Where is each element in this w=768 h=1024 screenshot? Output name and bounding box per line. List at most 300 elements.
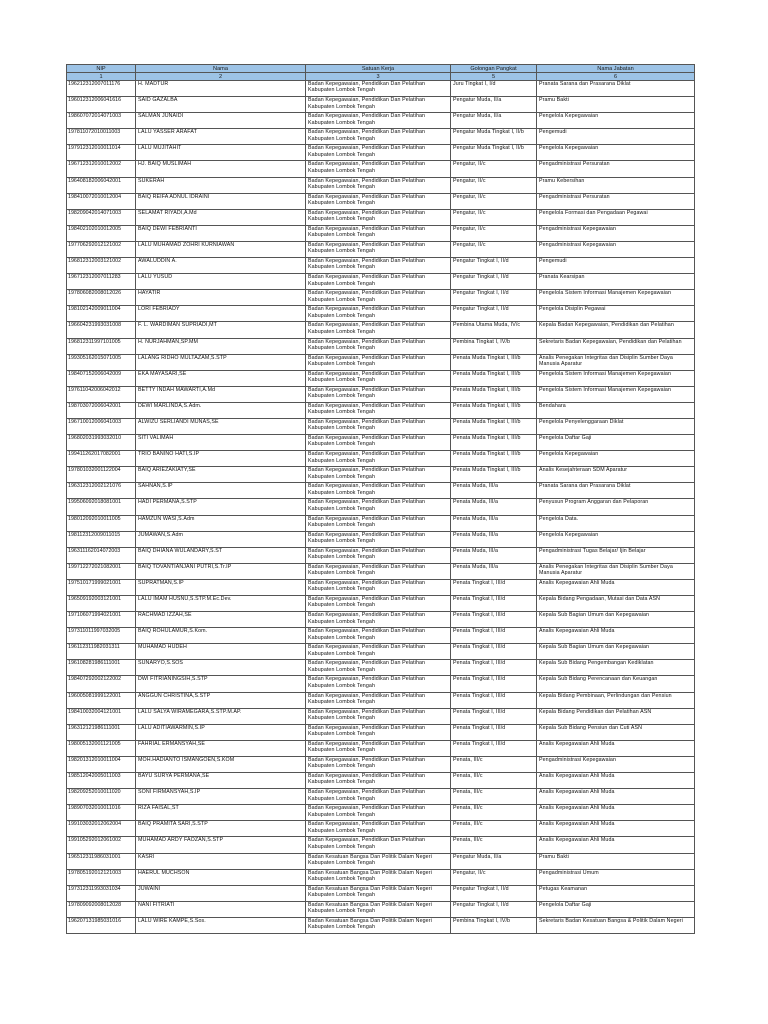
jabatan-cell: Pramu Bakti bbox=[537, 97, 695, 113]
nama-cell: SAHNAN,S.IP bbox=[136, 483, 306, 499]
nip-cell: 196812312003121002 bbox=[67, 258, 136, 274]
jabatan-cell: Pengadministrasi Kepegawaian bbox=[537, 225, 695, 241]
nip-cell: 197106071994021001 bbox=[67, 612, 136, 628]
table-row bbox=[67, 740, 695, 756]
header-satuan-kerja: Satuan Kerja bbox=[306, 65, 451, 73]
jabatan-cell: Analis Kepegawaian Ahli Muda bbox=[537, 789, 695, 805]
satuan-kerja-cell: Badan Kepegawaian, Pendidikan Dan Pelatihan Kabupaten Lombok Tengah bbox=[306, 418, 451, 434]
nip-cell: 196712312007011283 bbox=[67, 274, 136, 290]
golongan-cell: Pembina Utama Muda, IV/c bbox=[451, 322, 537, 338]
nama-cell: LALU YUSUD bbox=[136, 274, 306, 290]
satuan-kerja-cell: Badan Kepegawaian, Pendidikan Dan Pelatihan Kabupaten Lombok Tengah bbox=[306, 467, 451, 483]
jabatan-cell: Pengelola Data. bbox=[537, 515, 695, 531]
nama-cell: MUHAMAD HUDEH bbox=[136, 644, 306, 660]
nama-cell: BAIQ DEWI FEBRIANTI bbox=[136, 225, 306, 241]
table-row bbox=[67, 161, 695, 177]
nip-cell: 197312311993031034 bbox=[67, 885, 136, 901]
jabatan-cell: Pranata Sarana dan Prasarana Diklat bbox=[537, 483, 695, 499]
jabatan-cell: Pengelola Sistem Informasi Manajemen Kepegawaian bbox=[537, 386, 695, 402]
nama-cell: SALMAN JUNAIDI bbox=[136, 113, 306, 129]
nama-cell: HAYATIR bbox=[136, 290, 306, 306]
nama-cell: BAIQ PRAMITA SARI,S.STP bbox=[136, 821, 306, 837]
golongan-cell: Penata Tingkat I, III/d bbox=[451, 708, 537, 724]
header-nip: NIP bbox=[67, 65, 136, 73]
nama-cell: AWALUDDIN A. bbox=[136, 258, 306, 274]
nama-cell: DWI FITRIANINGSIH,S.STP bbox=[136, 676, 306, 692]
satuan-kerja-cell: Badan Kepegawaian, Pendidikan Dan Pelatihan Kabupaten Lombok Tengah bbox=[306, 258, 451, 274]
table-row bbox=[67, 386, 695, 402]
table-row bbox=[67, 338, 695, 354]
jabatan-cell: Analis Kesejahteraan SDM Aparatur bbox=[537, 467, 695, 483]
nama-cell: SELAMAT RIYADI,A.Md bbox=[136, 209, 306, 225]
nip-cell: 197809092008012028 bbox=[67, 901, 136, 917]
jabatan-cell: Sekretaris Badan Kesatuan Bangsa & Politik Dalam Negeri bbox=[537, 917, 695, 933]
golongan-cell: Pengatur Muda, II/a bbox=[451, 113, 537, 129]
satuan-kerja-cell: Badan Kepegawaian, Pendidikan Dan Pelatihan Kabupaten Lombok Tengah bbox=[306, 773, 451, 789]
nip-cell: 198410032004121001 bbox=[67, 708, 136, 724]
table-row bbox=[67, 322, 695, 338]
nip-cell: 198607072014071003 bbox=[67, 113, 136, 129]
nama-cell: HADI PERMANA,S.STP bbox=[136, 499, 306, 515]
nip-cell: 197811072010011003 bbox=[67, 129, 136, 145]
table-row bbox=[67, 612, 695, 628]
nip-cell: 196012312006041616 bbox=[67, 97, 136, 113]
nama-cell: SONI FIRMANSYAH,S.IP bbox=[136, 789, 306, 805]
golongan-cell: Penata Muda Tingkat I, III/b bbox=[451, 451, 537, 467]
jabatan-cell: Pengelola Disiplin Pegawai bbox=[537, 306, 695, 322]
nip-cell: 197706292012121002 bbox=[67, 241, 136, 257]
jabatan-cell: Pengelola Penyelenggaraan Diklat bbox=[537, 418, 695, 434]
golongan-cell: Pengatur Tingkat I, II/d bbox=[451, 258, 537, 274]
satuan-kerja-cell: Badan Kepegawaian, Pendidikan Dan Pelatihan Kabupaten Lombok Tengah bbox=[306, 113, 451, 129]
golongan-cell: Penata, III/c bbox=[451, 805, 537, 821]
nama-cell: SAID GAZALBA bbox=[136, 97, 306, 113]
nama-cell: LALU MUJITAHIT bbox=[136, 145, 306, 161]
table-row bbox=[67, 644, 695, 660]
nip-cell: 198512042005011003 bbox=[67, 773, 136, 789]
nama-cell: SITI VALIMAH bbox=[136, 435, 306, 451]
table-row bbox=[67, 483, 695, 499]
satuan-kerja-cell: Badan Kesatuan Bangsa Dan Politik Dalam Negeri Kabupaten Lombok Tengah bbox=[306, 901, 451, 917]
nip-cell: 196512311986031001 bbox=[67, 853, 136, 869]
golongan-cell: Penata, III/c bbox=[451, 821, 537, 837]
table-row bbox=[67, 821, 695, 837]
header-number: 5 bbox=[451, 73, 537, 81]
nip-cell: 197311011997032005 bbox=[67, 628, 136, 644]
jabatan-cell: Pengadministrasi Persuratan bbox=[537, 193, 695, 209]
jabatan-cell: Pengelola Kepegawaian bbox=[537, 531, 695, 547]
table-row bbox=[67, 773, 695, 789]
nama-cell: H. MADTUR bbox=[136, 81, 306, 97]
satuan-kerja-cell: Badan Kepegawaian, Pendidikan Dan Pelatihan Kabupaten Lombok Tengah bbox=[306, 370, 451, 386]
satuan-kerja-cell: Badan Kepegawaian, Pendidikan Dan Pelatihan Kabupaten Lombok Tengah bbox=[306, 692, 451, 708]
satuan-kerja-cell: Badan Kepegawaian, Pendidikan Dan Pelatihan Kabupaten Lombok Tengah bbox=[306, 402, 451, 418]
jabatan-cell: Kepala Bidang Pengadaan, Mutasi dan Data ASN bbox=[537, 596, 695, 612]
nip-cell: 196212312007011176 bbox=[67, 81, 136, 97]
jabatan-cell: Pengelola Sistem Informasi Manajemen Kepegawaian bbox=[537, 290, 695, 306]
jabatan-cell: Pengadministrasi Kepegawaian bbox=[537, 756, 695, 772]
table-row bbox=[67, 547, 695, 563]
golongan-cell: Penata Muda, III/a bbox=[451, 531, 537, 547]
table-row bbox=[67, 225, 695, 241]
table-row bbox=[67, 724, 695, 740]
golongan-cell: Pembina Tingkat I, IV/b bbox=[451, 338, 537, 354]
golongan-cell: Penata Muda Tingkat I, III/b bbox=[451, 370, 537, 386]
nama-cell: SUPRATMAN,S.IP bbox=[136, 579, 306, 595]
jabatan-cell: Pengadministrasi Persuratan bbox=[537, 161, 695, 177]
satuan-kerja-cell: Badan Kepegawaian, Pendidikan Dan Pelatihan Kabupaten Lombok Tengah bbox=[306, 306, 451, 322]
golongan-cell: Pengatur, II/c bbox=[451, 161, 537, 177]
nama-cell: JUWAINI bbox=[136, 885, 306, 901]
golongan-cell: Penata Muda Tingkat I, III/b bbox=[451, 386, 537, 402]
nama-cell: JUMAWAN,S.Adm bbox=[136, 531, 306, 547]
satuan-kerja-cell: Badan Kepegawaian, Pendidikan Dan Pelatihan Kabupaten Lombok Tengah bbox=[306, 756, 451, 772]
table-row bbox=[67, 901, 695, 917]
golongan-cell: Pengatur Muda Tingkat I, II/b bbox=[451, 129, 537, 145]
golongan-cell: Penata, III/c bbox=[451, 756, 537, 772]
nip-cell: 196509192003121001 bbox=[67, 596, 136, 612]
header-number: 2 bbox=[136, 73, 306, 81]
jabatan-cell: Pengadministrasi Tugas Belajar/ Ijin Belajar bbox=[537, 547, 695, 563]
satuan-kerja-cell: Badan Kepegawaian, Pendidikan Dan Pelatihan Kabupaten Lombok Tengah bbox=[306, 274, 451, 290]
nip-cell: 198102142009011004 bbox=[67, 306, 136, 322]
nip-cell: 197510171999021001 bbox=[67, 579, 136, 595]
header-nama: Nama bbox=[136, 65, 306, 73]
golongan-cell: Penata Muda Tingkat I, III/b bbox=[451, 418, 537, 434]
satuan-kerja-cell: Badan Kepegawaian, Pendidikan Dan Pelatihan Kabupaten Lombok Tengah bbox=[306, 547, 451, 563]
nip-cell: 196802031993032010 bbox=[67, 435, 136, 451]
golongan-cell: Pengatur, II/c bbox=[451, 225, 537, 241]
nama-cell: TRIO BANINO HATI,S.IP bbox=[136, 451, 306, 467]
golongan-cell: Pengatur Muda, II/a bbox=[451, 97, 537, 113]
table-row bbox=[67, 129, 695, 145]
satuan-kerja-cell: Badan Kepegawaian, Pendidikan Dan Pelatihan Kabupaten Lombok Tengah bbox=[306, 596, 451, 612]
table-row bbox=[67, 306, 695, 322]
jabatan-cell: Analis Kepegawaian Ahli Muda bbox=[537, 579, 695, 595]
golongan-cell: Pengatur, II/c bbox=[451, 209, 537, 225]
nama-cell: ANGGUN CHRISTINA,S.STP bbox=[136, 692, 306, 708]
table-row bbox=[67, 354, 695, 370]
header-number: 1 bbox=[67, 73, 136, 81]
satuan-kerja-cell: Badan Kepegawaian, Pendidikan Dan Pelatihan Kabupaten Lombok Tengah bbox=[306, 499, 451, 515]
table-row bbox=[67, 193, 695, 209]
jabatan-cell: Pengelola Kepegawaian bbox=[537, 113, 695, 129]
table-row bbox=[67, 290, 695, 306]
jabatan-cell: Pengelola Daftar Gaji bbox=[537, 901, 695, 917]
table-row bbox=[67, 596, 695, 612]
nip-cell: 197912312010011014 bbox=[67, 145, 136, 161]
nama-cell: LALU MUHAMAD ZOHRI KURNIAWAN bbox=[136, 241, 306, 257]
golongan-cell: Penata Muda, III/a bbox=[451, 563, 537, 579]
golongan-cell: Pengatur, II/c bbox=[451, 869, 537, 885]
nip-cell: 198407152006042009 bbox=[67, 370, 136, 386]
nama-cell: LALU SALYA WIRAMEGARA,S.STP.M.AP. bbox=[136, 708, 306, 724]
satuan-kerja-cell: Badan Kepegawaian, Pendidikan Dan Pelatihan Kabupaten Lombok Tengah bbox=[306, 129, 451, 145]
nip-cell: 198407292002122002 bbox=[67, 676, 136, 692]
golongan-cell: Pengatur Muda, II/a bbox=[451, 853, 537, 869]
satuan-kerja-cell: Badan Kesatuan Bangsa Dan Politik Dalam Negeri Kabupaten Lombok Tengah bbox=[306, 853, 451, 869]
nip-cell: 196108281986111001 bbox=[67, 660, 136, 676]
table-row bbox=[67, 660, 695, 676]
golongan-cell: Penata Muda, III/a bbox=[451, 547, 537, 563]
nama-cell: HAMZUN WASI,S.Adm bbox=[136, 515, 306, 531]
jabatan-cell: Kepala Sub Bagian Umum dan Kepegawaian bbox=[537, 612, 695, 628]
jabatan-cell: Kepala Badan Kepegawaian, Pendidikan dan Pelatihan bbox=[537, 322, 695, 338]
table-row bbox=[67, 209, 695, 225]
satuan-kerja-cell: Badan Kepegawaian, Pendidikan Dan Pelatihan Kabupaten Lombok Tengah bbox=[306, 531, 451, 547]
table-row bbox=[67, 531, 695, 547]
satuan-kerja-cell: Badan Kepegawaian, Pendidikan Dan Pelatihan Kabupaten Lombok Tengah bbox=[306, 241, 451, 257]
header-jabatan: Nama Jabatan bbox=[537, 65, 695, 73]
nip-cell: 197801032001122004 bbox=[67, 467, 136, 483]
jabatan-cell: Pramu Bakti bbox=[537, 853, 695, 869]
table-row bbox=[67, 917, 695, 933]
golongan-cell: Penata Muda, III/a bbox=[451, 515, 537, 531]
table-row bbox=[67, 177, 695, 193]
table-row bbox=[67, 708, 695, 724]
jabatan-cell: Pengelola Kepegawaian bbox=[537, 451, 695, 467]
satuan-kerja-cell: Badan Kepegawaian, Pendidikan Dan Pelatihan Kabupaten Lombok Tengah bbox=[306, 660, 451, 676]
golongan-cell: Penata Muda Tingkat I, III/b bbox=[451, 467, 537, 483]
jabatan-cell: Pengelola Kepegawaian bbox=[537, 145, 695, 161]
jabatan-cell: Kepala Sub Bidang Perencanaan dan Keuangan bbox=[537, 676, 695, 692]
satuan-kerja-cell: Badan Kepegawaian, Pendidikan Dan Pelatihan Kabupaten Lombok Tengah bbox=[306, 322, 451, 338]
header-number: 6 bbox=[537, 73, 695, 81]
nama-cell: RACHMAD IZZAH,SE bbox=[136, 612, 306, 628]
satuan-kerja-cell: Badan Kepegawaian, Pendidikan Dan Pelatihan Kabupaten Lombok Tengah bbox=[306, 209, 451, 225]
jabatan-cell: Analis Kepegawaian Ahli Muda bbox=[537, 821, 695, 837]
satuan-kerja-cell: Badan Kepegawaian, Pendidikan Dan Pelatihan Kabupaten Lombok Tengah bbox=[306, 81, 451, 97]
table-row bbox=[67, 756, 695, 772]
nama-cell: BAIQ TOVANTIANJANI PUTRI,S.Tr.IP bbox=[136, 563, 306, 579]
golongan-cell: Pengatur Tingkat I, II/d bbox=[451, 885, 537, 901]
golongan-cell: Pengatur, II/c bbox=[451, 177, 537, 193]
nip-cell: 196311162014072003 bbox=[67, 547, 136, 563]
satuan-kerja-cell: Badan Kepegawaian, Pendidikan Dan Pelatihan Kabupaten Lombok Tengah bbox=[306, 435, 451, 451]
nama-cell: F. L. WARDIMAN SUPRIADI,MT bbox=[136, 322, 306, 338]
table-row bbox=[67, 258, 695, 274]
nip-cell: 196812311997101005 bbox=[67, 338, 136, 354]
nip-cell: 198907032010011016 bbox=[67, 805, 136, 821]
satuan-kerja-cell: Badan Kepegawaian, Pendidikan Dan Pelatihan Kabupaten Lombok Tengah bbox=[306, 451, 451, 467]
nip-cell: 198005132001121005 bbox=[67, 740, 136, 756]
satuan-kerja-cell: Badan Kepegawaian, Pendidikan Dan Pelatihan Kabupaten Lombok Tengah bbox=[306, 724, 451, 740]
nip-cell: 196712312010012002 bbox=[67, 161, 136, 177]
jabatan-cell: Analis Penegakan Integritas dan Disiplin Sumber Daya Manusia Aparatur bbox=[537, 563, 695, 579]
jabatan-cell: Analis Kepegawaian Ahli Muda bbox=[537, 837, 695, 853]
nip-cell: 196207131985031016 bbox=[67, 917, 136, 933]
nip-cell: 198209252010011020 bbox=[67, 789, 136, 805]
table-row bbox=[67, 145, 695, 161]
nip-cell: 198410072010012004 bbox=[67, 193, 136, 209]
nama-cell: HJ. BAIQ MUSLIMAH bbox=[136, 161, 306, 177]
nama-cell: BAIQ ARIEZAKIATY,SE bbox=[136, 467, 306, 483]
satuan-kerja-cell: Badan Kepegawaian, Pendidikan Dan Pelatihan Kabupaten Lombok Tengah bbox=[306, 676, 451, 692]
nama-cell: BETTY INDAH MAWARTI,A.Md bbox=[136, 386, 306, 402]
header-number-row bbox=[67, 73, 695, 81]
jabatan-cell: Bendahara bbox=[537, 402, 695, 418]
table-row bbox=[67, 692, 695, 708]
nama-cell: EKA MAYASARI,SE bbox=[136, 370, 306, 386]
table-row bbox=[67, 837, 695, 853]
jabatan-cell: Pramu Kebersihan bbox=[537, 177, 695, 193]
golongan-cell: Penata Tingkat I, III/d bbox=[451, 724, 537, 740]
satuan-kerja-cell: Badan Kepegawaian, Pendidikan Dan Pelatihan Kabupaten Lombok Tengah bbox=[306, 515, 451, 531]
satuan-kerja-cell: Badan Kepegawaian, Pendidikan Dan Pelatihan Kabupaten Lombok Tengah bbox=[306, 805, 451, 821]
satuan-kerja-cell: Badan Kepegawaian, Pendidikan Dan Pelatihan Kabupaten Lombok Tengah bbox=[306, 789, 451, 805]
satuan-kerja-cell: Badan Kepegawaian, Pendidikan Dan Pelatihan Kabupaten Lombok Tengah bbox=[306, 612, 451, 628]
jabatan-cell: Pranata Sarana dan Prasarana Diklat bbox=[537, 81, 695, 97]
table-row bbox=[67, 869, 695, 885]
jabatan-cell: Pengelola Sistem Informasi Manajemen Kepegawaian bbox=[537, 370, 695, 386]
golongan-cell: Juru Tingkat I, I/d bbox=[451, 81, 537, 97]
nip-cell: 196312121986111001 bbox=[67, 724, 136, 740]
header-row bbox=[67, 65, 695, 73]
nama-cell: DEWI MARLINDA,S.Adm. bbox=[136, 402, 306, 418]
nip-cell: 197806082008012026 bbox=[67, 290, 136, 306]
satuan-kerja-cell: Badan Kepegawaian, Pendidikan Dan Pelatihan Kabupaten Lombok Tengah bbox=[306, 483, 451, 499]
table-row bbox=[67, 789, 695, 805]
table-row bbox=[67, 499, 695, 515]
table-row bbox=[67, 853, 695, 869]
satuan-kerja-cell: Badan Kepegawaian, Pendidikan Dan Pelatihan Kabupaten Lombok Tengah bbox=[306, 821, 451, 837]
jabatan-cell: Kepala Sub Bidang Pensiun dan Cuti ASN bbox=[537, 724, 695, 740]
golongan-cell: Penata, III/c bbox=[451, 773, 537, 789]
golongan-cell: Penata Tingkat I, III/d bbox=[451, 660, 537, 676]
nama-cell: KASRI bbox=[136, 853, 306, 869]
satuan-kerja-cell: Badan Kepegawaian, Pendidikan Dan Pelatihan Kabupaten Lombok Tengah bbox=[306, 740, 451, 756]
table-row bbox=[67, 97, 695, 113]
table-row bbox=[67, 885, 695, 901]
nip-cell: 199305162015071005 bbox=[67, 354, 136, 370]
golongan-cell: Pembina Tingkat I, IV/b bbox=[451, 917, 537, 933]
satuan-kerja-cell: Badan Kepegawaian, Pendidikan Dan Pelatihan Kabupaten Lombok Tengah bbox=[306, 579, 451, 595]
nip-cell: 196005081999122001 bbox=[67, 692, 136, 708]
nama-cell: MOH.HADIANTO ISMANGOEN,S.KOM bbox=[136, 756, 306, 772]
satuan-kerja-cell: Badan Kepegawaian, Pendidikan Dan Pelatihan Kabupaten Lombok Tengah bbox=[306, 193, 451, 209]
satuan-kerja-cell: Badan Kepegawaian, Pendidikan Dan Pelatihan Kabupaten Lombok Tengah bbox=[306, 644, 451, 660]
nip-cell: 197611042006042012 bbox=[67, 386, 136, 402]
golongan-cell: Pengatur, II/c bbox=[451, 241, 537, 257]
nama-cell: MUHAMAD ARDY FAOZAN,S.STP bbox=[136, 837, 306, 853]
golongan-cell: Penata Tingkat I, III/d bbox=[451, 740, 537, 756]
satuan-kerja-cell: Badan Kepegawaian, Pendidikan Dan Pelatihan Kabupaten Lombok Tengah bbox=[306, 563, 451, 579]
satuan-kerja-cell: Badan Kepegawaian, Pendidikan Dan Pelatihan Kabupaten Lombok Tengah bbox=[306, 145, 451, 161]
nip-cell: 196112311982031311 bbox=[67, 644, 136, 660]
table-row bbox=[67, 402, 695, 418]
satuan-kerja-cell: Badan Kepegawaian, Pendidikan Dan Pelatihan Kabupaten Lombok Tengah bbox=[306, 628, 451, 644]
nip-cell: 198402102010012005 bbox=[67, 225, 136, 241]
satuan-kerja-cell: Badan Kepegawaian, Pendidikan Dan Pelatihan Kabupaten Lombok Tengah bbox=[306, 161, 451, 177]
jabatan-cell: Analis Kepegawaian Ahli Muda bbox=[537, 628, 695, 644]
nama-cell: SUKERAH bbox=[136, 177, 306, 193]
table-row bbox=[67, 628, 695, 644]
satuan-kerja-cell: Badan Kepegawaian, Pendidikan Dan Pelatihan Kabupaten Lombok Tengah bbox=[306, 386, 451, 402]
satuan-kerja-cell: Badan Kepegawaian, Pendidikan Dan Pelatihan Kabupaten Lombok Tengah bbox=[306, 354, 451, 370]
employee-table bbox=[66, 64, 695, 934]
golongan-cell: Penata Muda Tingkat I, III/b bbox=[451, 402, 537, 418]
jabatan-cell: Pengelola Formasi dan Pengadaan Pegawai bbox=[537, 209, 695, 225]
jabatan-cell: Pengemudi bbox=[537, 258, 695, 274]
satuan-kerja-cell: Badan Kesatuan Bangsa Dan Politik Dalam Negeri Kabupaten Lombok Tengah bbox=[306, 885, 451, 901]
nama-cell: NANI FITRIATI bbox=[136, 901, 306, 917]
satuan-kerja-cell: Badan Kepegawaian, Pendidikan Dan Pelatihan Kabupaten Lombok Tengah bbox=[306, 338, 451, 354]
nip-cell: 199411262017082001 bbox=[67, 451, 136, 467]
table-row bbox=[67, 805, 695, 821]
nip-cell: 199506092018081001 bbox=[67, 499, 136, 515]
jabatan-cell: Pranata Kearsipan bbox=[537, 274, 695, 290]
nama-cell: FAHRIAL ERMANSYAH,SE bbox=[136, 740, 306, 756]
jabatan-cell: Kepala Sub Bagian Umum dan Kepegawaian bbox=[537, 644, 695, 660]
nip-cell: 197805192012121003 bbox=[67, 869, 136, 885]
nip-cell: 198112312009011015 bbox=[67, 531, 136, 547]
jabatan-cell: Pengadministrasi Kepegawaian bbox=[537, 241, 695, 257]
satuan-kerja-cell: Badan Kepegawaian, Pendidikan Dan Pelatihan Kabupaten Lombok Tengah bbox=[306, 837, 451, 853]
nama-cell: BAIQ DHIANA WULANDARY,S.ST bbox=[136, 547, 306, 563]
nama-cell: LORI FEBRIADY bbox=[136, 306, 306, 322]
table-row bbox=[67, 451, 695, 467]
satuan-kerja-cell: Badan Kesatuan Bangsa Dan Politik Dalam Negeri Kabupaten Lombok Tengah bbox=[306, 869, 451, 885]
nip-cell: 198012092010011005 bbox=[67, 515, 136, 531]
table-body bbox=[67, 81, 695, 934]
table-row bbox=[67, 241, 695, 257]
golongan-cell: Penata Muda Tingkat I, III/b bbox=[451, 435, 537, 451]
golongan-cell: Pengatur Tingkat I, II/d bbox=[451, 274, 537, 290]
table-row bbox=[67, 81, 695, 97]
jabatan-cell: Penyusun Program Anggaran dan Pelaporan bbox=[537, 499, 695, 515]
golongan-cell: Penata Tingkat I, III/d bbox=[451, 676, 537, 692]
golongan-cell: Penata Tingkat I, III/d bbox=[451, 692, 537, 708]
nip-cell: 199103032012062004 bbox=[67, 821, 136, 837]
nama-cell: BAYU SURYA PERMANA,SE bbox=[136, 773, 306, 789]
nama-cell: LALU ADITIAWARMIN,S.IP bbox=[136, 724, 306, 740]
golongan-cell: Pengatur, II/c bbox=[451, 193, 537, 209]
nip-cell: 199712272021082001 bbox=[67, 563, 136, 579]
jabatan-cell: Pengadministrasi Umum bbox=[537, 869, 695, 885]
nama-cell: H. NURJAHMAN,SP.MM bbox=[136, 338, 306, 354]
jabatan-cell: Petugas Keamanan bbox=[537, 885, 695, 901]
nip-cell: 199105292012061002 bbox=[67, 837, 136, 853]
golongan-cell: Penata Tingkat I, III/d bbox=[451, 579, 537, 595]
spreadsheet-sheet bbox=[66, 64, 694, 934]
header-golongan: Golongan Pangkat bbox=[451, 65, 537, 73]
golongan-cell: Penata, III/c bbox=[451, 837, 537, 853]
jabatan-cell: Sekretaris Badan Kepegawaian, Pendidikan dan Pelatihan bbox=[537, 338, 695, 354]
satuan-kerja-cell: Badan Kepegawaian, Pendidikan Dan Pelatihan Kabupaten Lombok Tengah bbox=[306, 225, 451, 241]
jabatan-cell: Analis Kepegawaian Ahli Muda bbox=[537, 805, 695, 821]
golongan-cell: Penata Muda, III/a bbox=[451, 499, 537, 515]
header-number: 3 bbox=[306, 73, 451, 81]
golongan-cell: Penata, III/c bbox=[451, 789, 537, 805]
table-row bbox=[67, 563, 695, 579]
nama-cell: LALU YASSER ARAFAT bbox=[136, 129, 306, 145]
jabatan-cell: Kepala Bidang Pendidikan dan Pelatihan ASN bbox=[537, 708, 695, 724]
nip-cell: 198201312010011004 bbox=[67, 756, 136, 772]
table-row bbox=[67, 113, 695, 129]
nip-cell: 198703072006042001 bbox=[67, 402, 136, 418]
jabatan-cell: Pengemudi bbox=[537, 129, 695, 145]
nip-cell: 196710012006041003 bbox=[67, 418, 136, 434]
nama-cell: LALU IMAM HUSNU,S.STP.M.Ec.Dev. bbox=[136, 596, 306, 612]
nip-cell: 198209042014071003 bbox=[67, 209, 136, 225]
nama-cell: HAERUL MUCHSON bbox=[136, 869, 306, 885]
jabatan-cell: Analis Kepegawaian Ahli Muda bbox=[537, 740, 695, 756]
jabatan-cell: Analis Kepegawaian Ahli Muda bbox=[537, 773, 695, 789]
jabatan-cell: Pengelola Daftar Gaji bbox=[537, 435, 695, 451]
golongan-cell: Pengatur Muda Tingkat I, II/b bbox=[451, 145, 537, 161]
nama-cell: RIZA FAISAL,ST bbox=[136, 805, 306, 821]
table-row bbox=[67, 579, 695, 595]
